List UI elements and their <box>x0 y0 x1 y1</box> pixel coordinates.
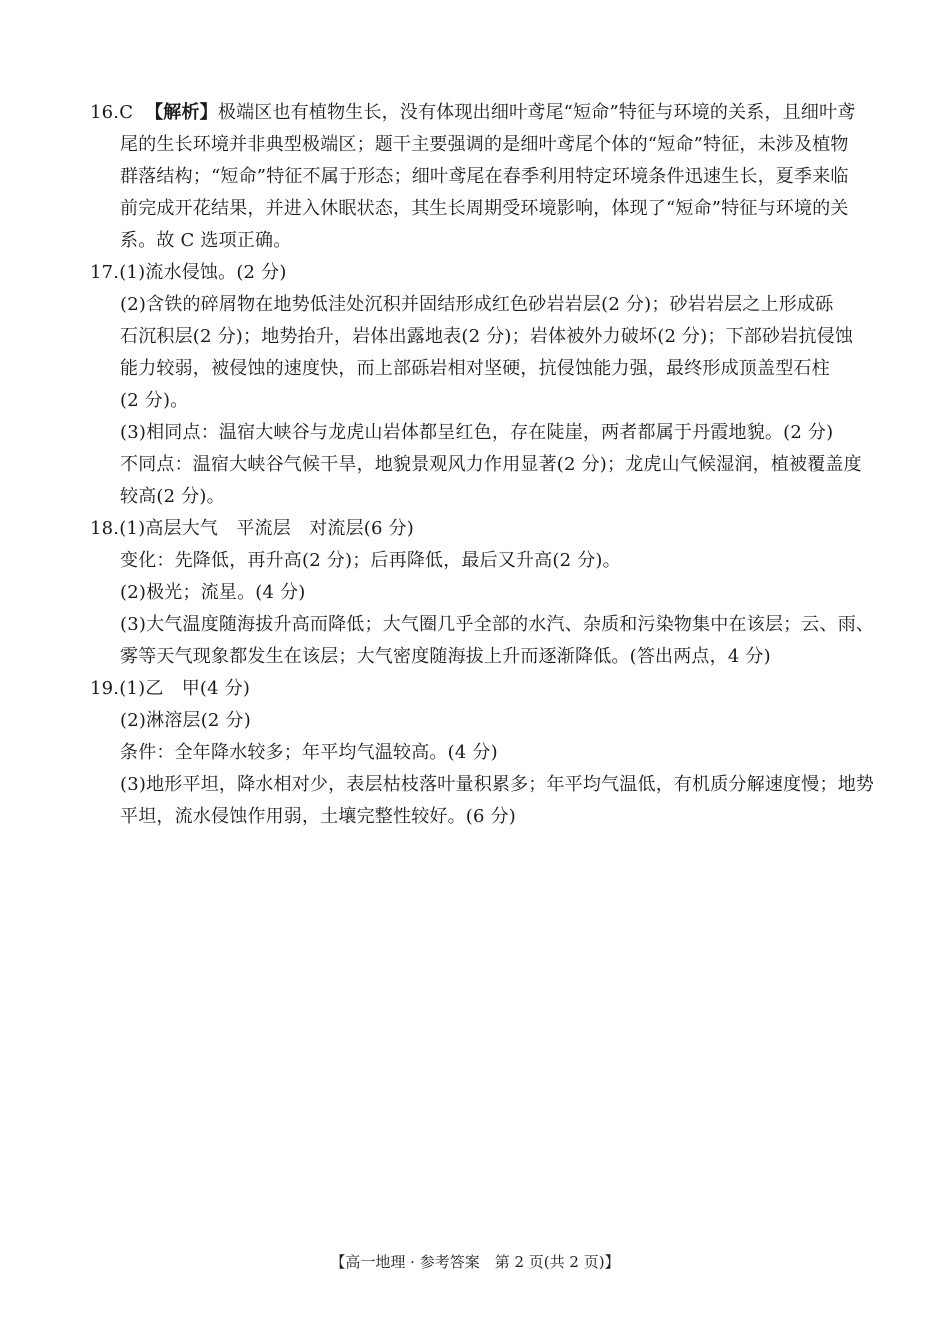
q19-conditions: 条件：全年降水较多；年平均气温较高。(4 分) <box>120 742 498 763</box>
q19-part-1: (1)乙 甲(4 分) <box>119 678 251 699</box>
q17-part-2-line-1: (2)含铁的碎屑物在地势低洼处沉积并固结形成红色砂岩岩层(2 分)；砂岩岩层之上形成砾 <box>120 294 834 315</box>
q16-text-1: 极端区也有植物生长，没有体现出细叶鸢尾“短命”特征与环境的关系，且细叶鸢 <box>217 102 856 123</box>
q17-part-3-line-2: 不同点：温宿大峡谷气候干旱，地貌景观风力作用显著(2 分)；龙虎山气候湿润，植被覆盖度 <box>120 454 862 475</box>
q18-part-1: (1)高层大气 平流层 对流层(6 分) <box>119 518 414 539</box>
q18-number: 18. <box>90 518 120 539</box>
q17-line-1 <box>90 261 287 285</box>
q16-analysis-label: 【解析】 <box>145 102 218 123</box>
q16-answer: C <box>119 102 134 123</box>
q17-part-3-line-1: (3)相同点：温宿大峡谷与龙虎山岩体都呈红色，存在陡崖，两者都属于丹霞地貌。(2 分) <box>120 422 834 443</box>
q19-line-1 <box>90 677 250 701</box>
q19-number: 19. <box>90 678 120 699</box>
q18-part-3-line-2: 雾等天气现象都发生在该层；大气密度随海拔上升而逐渐降低。(答出两点，4 分) <box>120 646 771 667</box>
q18-line-1 <box>90 517 414 541</box>
q18-part-3-line-1: (3)大气温度随海拔升高而降低；大气圈几乎全部的水汽、杂质和污染物集中在该层；云、雨、 <box>120 614 875 635</box>
q18-part-2: (2)极光；流星。(4 分) <box>120 582 306 603</box>
q17-number: 17. <box>90 262 120 283</box>
q16-line-1 <box>90 101 855 125</box>
q17-part-3-line-3: 较高(2 分)。 <box>120 486 225 507</box>
q17-part-1: (1)流水侵蚀。(2 分) <box>119 262 287 283</box>
q17-part-2-line-4: (2 分)。 <box>120 390 189 411</box>
page-footer: 【高一地理 · 参考答案 第 2 页(共 2 页)】 <box>330 1253 620 1271</box>
q18-change: 变化：先降低，再升高(2 分)；后再降低，最后又升高(2 分)。 <box>120 550 621 571</box>
q16-line-5: 系。故 C 选项正确。 <box>120 230 292 251</box>
q16-line-2: 尾的生长环境并非典型极端区；题干主要强调的是细叶鸢尾个体的“短命”特征，未涉及植物 <box>120 134 849 155</box>
q17-part-2-line-2: 石沉积层(2 分)；地势抬升，岩体出露地表(2 分)；岩体被外力破坏(2 分)；下部砂岩抗侵蚀 <box>120 326 854 347</box>
q19-part-2: (2)淋溶层(2 分) <box>120 710 251 731</box>
q19-part-3-line-2: 平坦，流水侵蚀作用弱，土壤完整性较好。(6 分) <box>120 806 517 827</box>
q19-part-3-line-1: (3)地形平坦，降水相对少，表层枯枝落叶量积累多；年平均气温低，有机质分解速度慢；地势 <box>120 774 875 795</box>
q16-number: 16. <box>90 102 120 123</box>
q17-part-2-line-3: 能力较弱，被侵蚀的速度快，而上部砾岩相对坚硬，抗侵蚀能力强，最终形成顶盖型石柱 <box>120 358 830 379</box>
q16-line-3: 群落结构；“短命”特征不属于形态；细叶鸢尾在春季利用特定环境条件迅速生长，夏季来临 <box>120 166 849 187</box>
q16-line-4: 前完成开花结果，并进入休眠状态，其生长周期受环境影响，体现了“短命”特征与环境的关 <box>120 198 849 219</box>
